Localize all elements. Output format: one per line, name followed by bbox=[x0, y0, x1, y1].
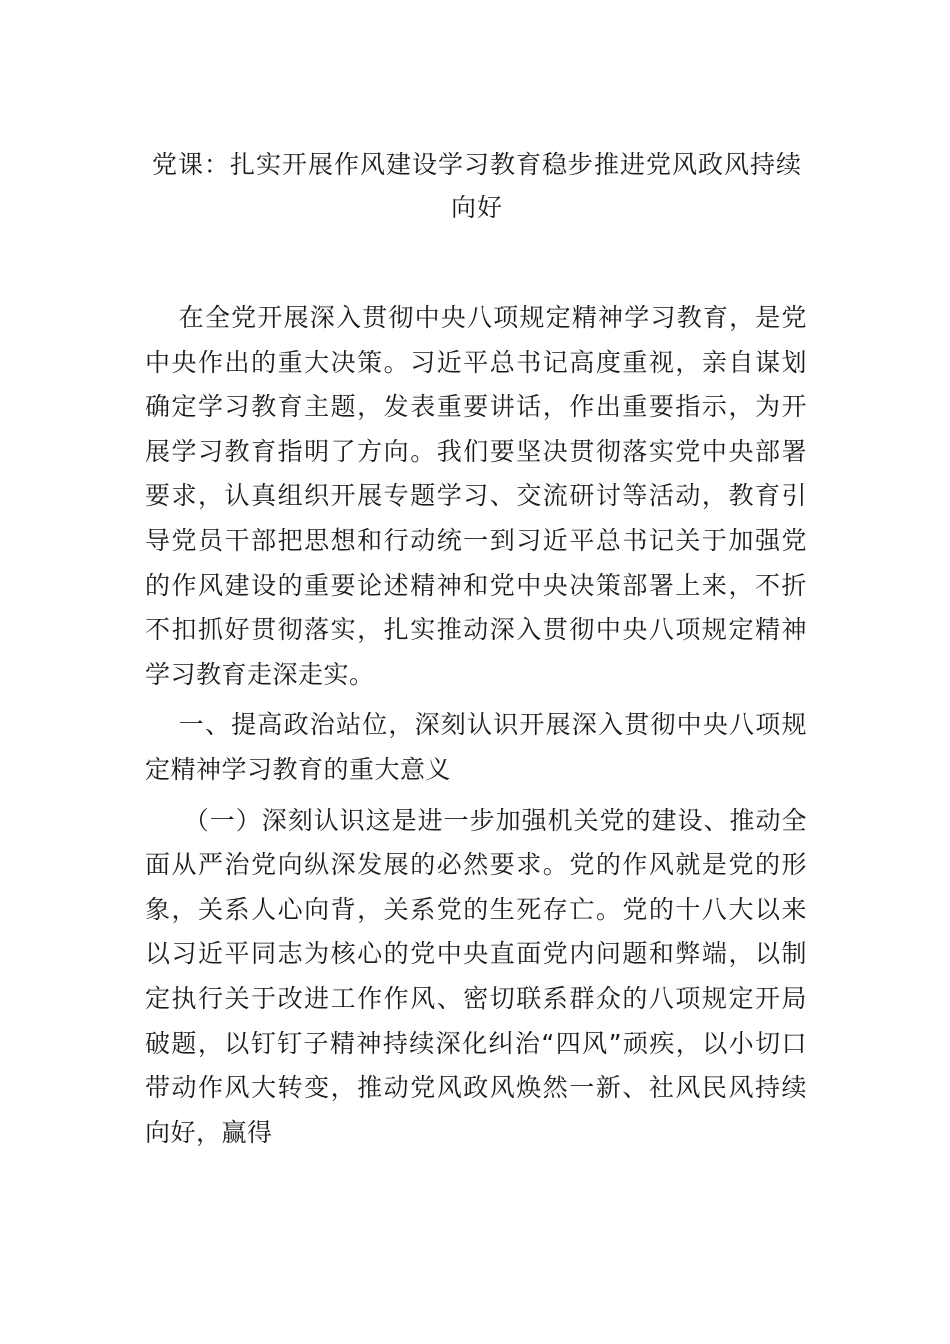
intro-paragraph: 在全党开展深入贯彻中央八项规定精神学习教育，是党中央作出的重大决策。习近平总书记高度重视，亲自谋划确定学习教育主题，发表重要讲话，作出重要指示，为开展学习教育指明了方向。我们要坚决贯彻落实党中央部署要求，认真组织开展专题学习、交流研讨等活动，教育引导党员干部把思想和行动统一到习近平总书记关于加强党的作风建设的重要论述精神和党中央决策部署上来，不折不扣抓好贯彻落实，扎实推动深入贯彻中央八项规定精神学习教育走深走实。 bbox=[145, 303, 807, 689]
document-body bbox=[145, 296, 807, 1161]
document-title: 党课：扎实开展作风建设学习教育稳步推进党风政风持续向好 bbox=[151, 150, 802, 222]
subsection-paragraph-1: （一）深刻认识这是进一步加强机关党的建设、推动全面从严治党向纵深发展的必然要求。党的作风就是党的形象，关系人心向背，关系党的生死存亡。党的十八大以来以习近平同志为核心的党中央直面党内问题和弊端，以制定执行关于改进工作作风、密切联系群众的八项规定开局破题，以钉钉子精神持续深化纠治“四风”顽疾，以小切口带动作风大转变，推动党风政风焕然一新、社风民风持续向好，赢得 bbox=[145, 805, 807, 1147]
section-heading-1: 一、提高政治站位，深刻认识开展深入贯彻中央八项规定精神学习教育的重大意义 bbox=[145, 710, 807, 784]
